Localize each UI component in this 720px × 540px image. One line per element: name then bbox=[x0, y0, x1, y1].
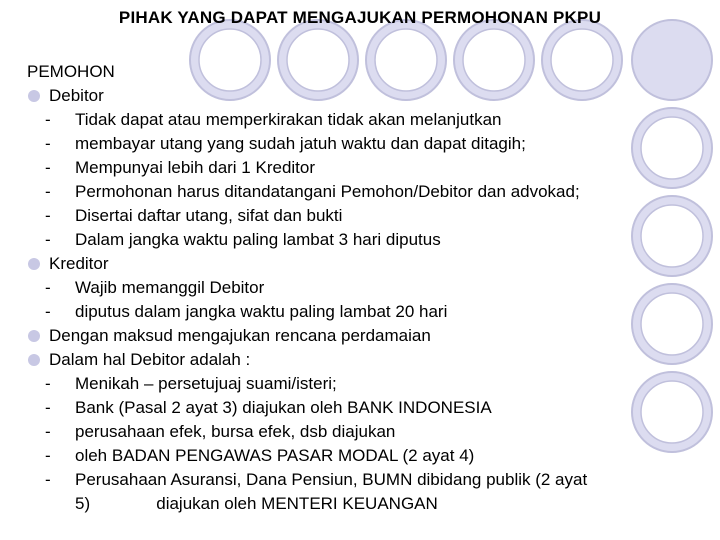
bullet-label: Kreditor bbox=[49, 254, 109, 273]
dash-marker: - bbox=[45, 374, 51, 393]
sub-item bbox=[27, 108, 587, 132]
sub-item-text: oleh BADAN PENGAWAS PASAR MODAL (2 ayat 4) bbox=[75, 446, 475, 465]
dash-marker: - bbox=[45, 182, 51, 201]
sub-item-text: Disertai daftar utang, sifat dan bukti bbox=[75, 206, 343, 225]
slide-body bbox=[27, 60, 587, 516]
sub-item bbox=[27, 444, 587, 468]
sub-item bbox=[27, 396, 587, 420]
sub-item-text: Menikah – persetujuaj suami/isteri; bbox=[75, 374, 337, 393]
sub-item-text: Perusahaan Asuransi, Dana Pensiun, BUMN dibidang publik (2 ayat bbox=[75, 470, 588, 489]
sub-item bbox=[27, 180, 587, 204]
sub-item-text: Permohonan harus ditandatangani Pemohon/Debitor dan advokad; bbox=[75, 182, 580, 201]
sub-item-text: Dalam jangka waktu paling lambat 3 hari diputus bbox=[75, 230, 441, 249]
sub-item bbox=[27, 132, 587, 156]
bullet-item bbox=[27, 324, 587, 348]
bullet-icon bbox=[28, 330, 40, 342]
dash-marker: - bbox=[45, 158, 51, 177]
dash-marker: - bbox=[45, 446, 51, 465]
sub-item-text: Tidak dapat atau memperkirakan tidak akan melanjutkan bbox=[75, 110, 502, 129]
sub-item-text: membayar utang yang sudah jatuh waktu dan dapat ditagih; bbox=[75, 134, 526, 153]
bullet-item bbox=[27, 252, 587, 276]
sub-item bbox=[27, 276, 587, 300]
bullet-icon bbox=[28, 258, 40, 270]
bullet-label: Debitor bbox=[49, 86, 104, 105]
dash-marker: - bbox=[45, 110, 51, 129]
bullet-label: Dalam hal Debitor adalah : bbox=[49, 350, 251, 369]
bullet-icon bbox=[28, 90, 40, 102]
sub-item-text: diputus dalam jangka waktu paling lambat 20 hari bbox=[75, 302, 448, 321]
sub-item-text: perusahaan efek, bursa efek, dsb diajukan bbox=[75, 422, 396, 441]
sub-item bbox=[27, 228, 587, 252]
sub-item bbox=[27, 300, 587, 324]
deco-circle bbox=[632, 20, 712, 100]
deco-circle-inner bbox=[641, 117, 703, 179]
dash-marker: - bbox=[45, 206, 51, 225]
bullet-icon bbox=[28, 354, 40, 366]
dash-marker: - bbox=[45, 134, 51, 153]
sub-item bbox=[27, 204, 587, 228]
sub-item-text: Bank (Pasal 2 ayat 3) diajukan oleh BANK INDONESIA bbox=[75, 398, 492, 417]
sub-item bbox=[27, 372, 587, 396]
dash-marker: - bbox=[45, 398, 51, 417]
dash-marker: - bbox=[45, 230, 51, 249]
sub-item bbox=[27, 420, 587, 444]
dash-marker: - bbox=[45, 470, 51, 489]
bullet-label: Dengan maksud mengajukan rencana perdamaian bbox=[49, 326, 431, 345]
bullet-item bbox=[27, 84, 587, 108]
dash-marker: - bbox=[45, 278, 51, 297]
deco-circle-inner bbox=[641, 293, 703, 355]
dash-marker: - bbox=[45, 302, 51, 321]
dash-marker: - bbox=[45, 422, 51, 441]
sub-item bbox=[27, 468, 587, 492]
sub-item bbox=[27, 156, 587, 180]
sub-item-text: Wajib memanggil Debitor bbox=[75, 278, 265, 297]
sub-item-continuation: 5) diajukan oleh MENTERI KEUANGAN bbox=[75, 494, 438, 513]
sub-item-text: Mempunyai lebih dari 1 Kreditor bbox=[75, 158, 316, 177]
bullet-item bbox=[27, 348, 587, 372]
section-heading: PEMOHON bbox=[27, 62, 115, 81]
slide-title: PIHAK YANG DAPAT MENGAJUKAN PERMOHONAN PKPU bbox=[118, 8, 602, 27]
deco-circle-inner bbox=[641, 381, 703, 443]
deco-circle-inner bbox=[641, 205, 703, 267]
